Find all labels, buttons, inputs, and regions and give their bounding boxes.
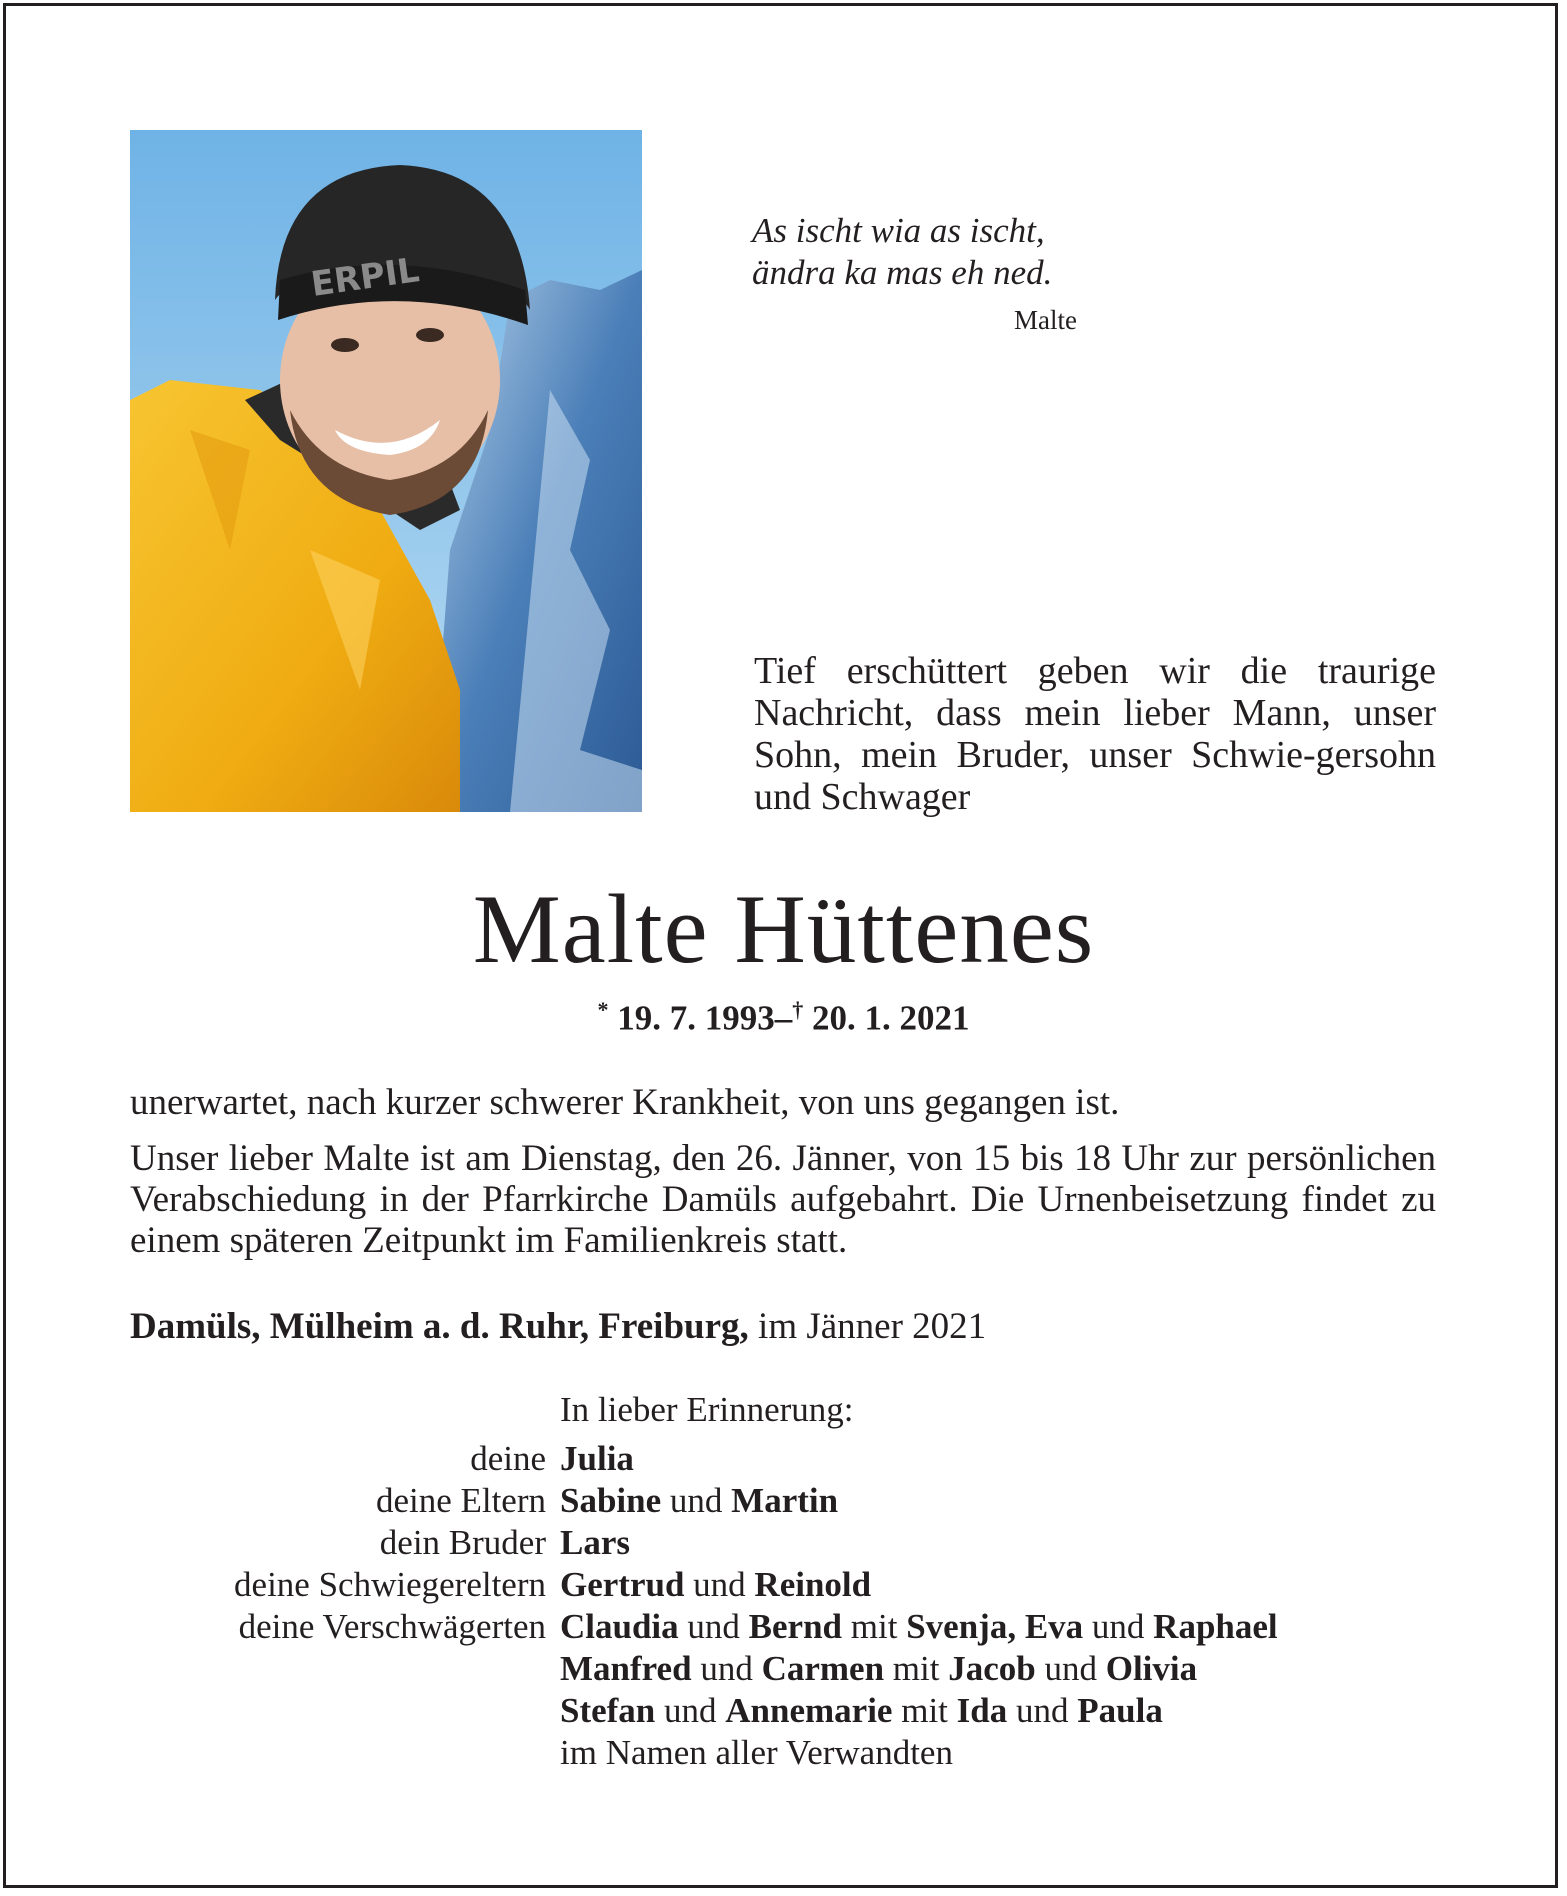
family-name: Claudia (560, 1607, 679, 1646)
family-name: Lars (560, 1523, 630, 1562)
connector: und (693, 1565, 746, 1604)
portrait-illustration (130, 130, 642, 812)
family-names (560, 1648, 1440, 1690)
family-name: Olivia (1105, 1649, 1198, 1688)
relation-label: deine (470, 1439, 546, 1478)
family-name: Carmen (761, 1649, 885, 1688)
connector: mit (901, 1691, 948, 1730)
family-name: Reinold (754, 1565, 872, 1604)
family-row (130, 1522, 1440, 1564)
family-row (130, 1732, 1440, 1774)
relation-label (130, 1732, 560, 1774)
body-line-1: unerwartet, nach kurzer schwerer Krankheit, von uns gegangen ist. (130, 1082, 1120, 1123)
life-dates (0, 997, 1567, 1039)
connector: mit (892, 1649, 940, 1688)
family-row (130, 1648, 1440, 1690)
deceased-name: Malte Hüttenes (472, 875, 1095, 984)
place-date: im Jänner 2021 (758, 1306, 987, 1347)
birth-symbol: * (597, 997, 609, 1022)
family-name: Stefan (560, 1691, 656, 1730)
quote-line-1: As ischt wia as ischt, (752, 211, 1045, 250)
family-names (560, 1690, 1440, 1732)
family-name: Ida (956, 1691, 1008, 1730)
family-name: Jacob (948, 1649, 1036, 1688)
connector: und (664, 1691, 717, 1730)
connector: und (1044, 1649, 1097, 1688)
family-name: Martin (731, 1481, 839, 1520)
family-row (130, 1438, 1440, 1480)
family-name: Sabine (560, 1481, 662, 1520)
death-symbol: † (792, 997, 804, 1022)
closing-line: im Namen aller Verwandten (560, 1733, 953, 1772)
family-name: Svenja, Eva (906, 1607, 1084, 1646)
connector: mit (850, 1607, 898, 1646)
death-date: 20. 1. 2021 (812, 998, 970, 1038)
connector: und (669, 1481, 723, 1520)
relation-label: deine Schwiegereltern (234, 1565, 546, 1604)
relation-label (130, 1648, 560, 1690)
family-name: Raphael (1153, 1607, 1278, 1646)
family-row (130, 1690, 1440, 1732)
family-list (130, 1438, 1440, 1774)
family-name: Bernd (748, 1607, 843, 1646)
family-name: Annemarie (725, 1691, 893, 1730)
connector: und (687, 1607, 740, 1646)
place-names: Damüls, Mülheim a. d. Ruhr, Freiburg, (130, 1306, 749, 1347)
family-name: Manfred (560, 1649, 692, 1688)
family-row (130, 1480, 1440, 1522)
memory-heading: In lieber Erinnerung: (560, 1390, 854, 1429)
quote-author: Malte (1014, 305, 1077, 335)
connector: und (1016, 1691, 1069, 1730)
family-names (560, 1564, 1440, 1606)
family-name: Gertrud (560, 1565, 685, 1604)
place-and-date (130, 1305, 986, 1348)
relation-label: dein Bruder (379, 1523, 546, 1562)
relation-label: deine Eltern (375, 1481, 546, 1520)
quote-line-2: ändra ka mas eh ned. (752, 253, 1053, 292)
birth-date: 19. 7. 1993 (617, 998, 775, 1038)
family-names (560, 1606, 1440, 1648)
relation-label: deine Verschwägerten (238, 1607, 546, 1646)
family-names (560, 1438, 1440, 1480)
family-names (560, 1480, 1440, 1522)
relation-label (130, 1690, 560, 1732)
body-paragraph: Unser lieber Malte ist am Dienstag, den 26. Jänner, von 15 bis 18 Uhr zur persönlichen Verabschiedung in der Pfarrkirche Damüls aufgebahrt. Die Urnenbeisetzung findet zu einem späteren Zeitpunkt im Familienkreis statt. (130, 1138, 1436, 1261)
connector: und (1091, 1607, 1145, 1646)
date-separator: – (774, 998, 793, 1038)
portrait-photo (130, 130, 642, 812)
family-name: Paula (1077, 1691, 1163, 1730)
family-row (130, 1606, 1440, 1648)
family-row (130, 1564, 1440, 1606)
intro-text: Tief erschüttert geben wir die traurige Nachricht, dass mein lieber Mann, unser Sohn, mein Bruder, unser Schwie-gersohn und Schwager (754, 650, 1436, 818)
beanie-lettering: ERPIL (308, 250, 422, 305)
connector: und (700, 1649, 753, 1688)
family-name: Julia (560, 1439, 634, 1478)
quote (752, 210, 1097, 294)
family-names (560, 1522, 1440, 1564)
